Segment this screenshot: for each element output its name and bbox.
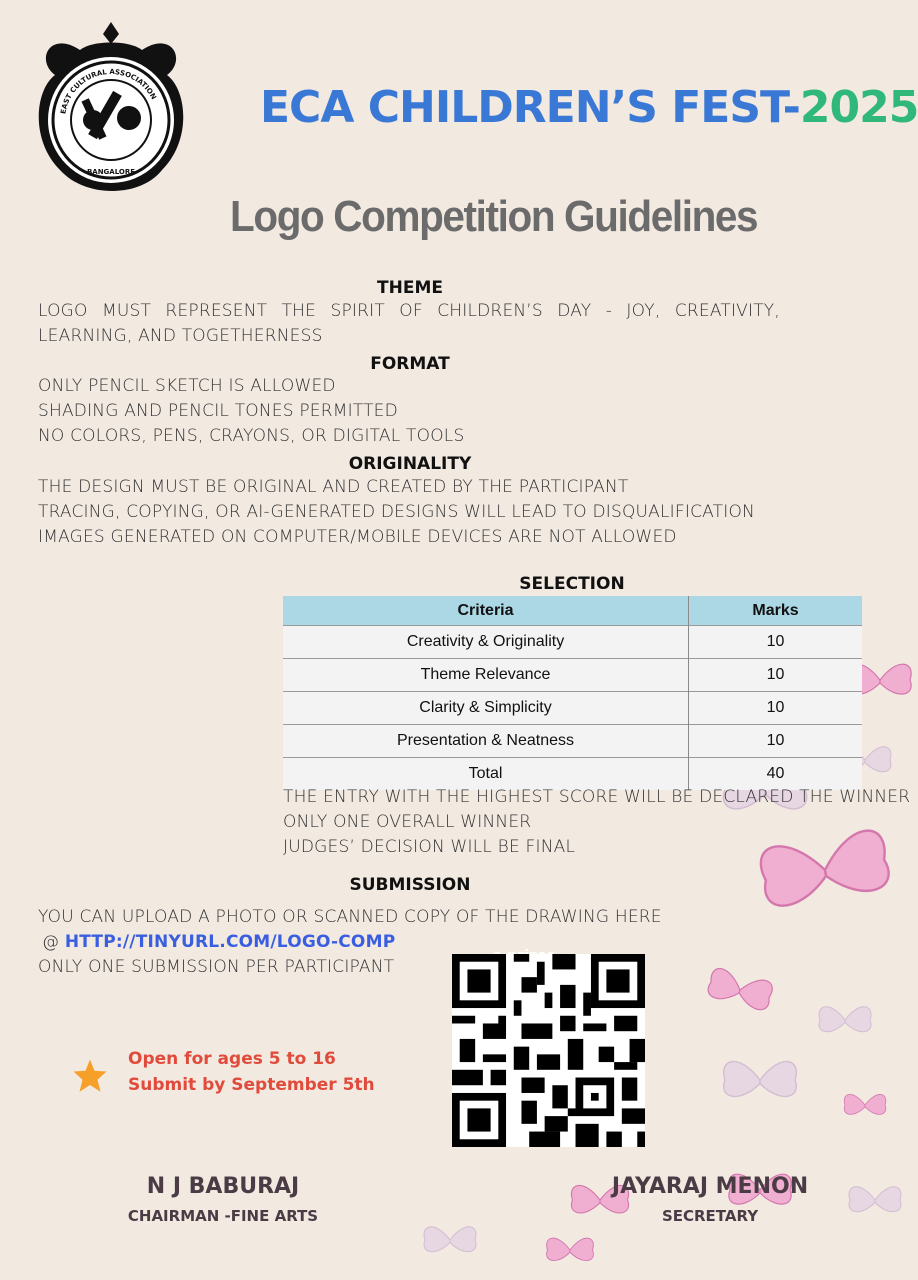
svg-text:EAST CULTURAL ASSOCIATION: EAST CULTURAL ASSOCIATION bbox=[59, 67, 158, 115]
selection-table bbox=[283, 596, 862, 790]
marks-column-header: Marks bbox=[689, 596, 863, 626]
eca-logo bbox=[30, 20, 192, 202]
theme-heading: THEME bbox=[377, 278, 443, 298]
table-row bbox=[283, 692, 862, 725]
signatory-name: JAYARAJ MENON bbox=[611, 1174, 809, 1199]
selection-heading: SELECTION bbox=[519, 574, 625, 594]
format-line: SHADING AND PENCIL TONES PERMITTED bbox=[38, 401, 398, 421]
theme-line: LOGO MUST REPRESENT THE SPIRIT OF CHILDREN’S DAY - JOY, CREATIVITY, bbox=[38, 301, 780, 321]
marks-cell: 10 bbox=[689, 659, 863, 692]
marks-cell: 10 bbox=[689, 725, 863, 758]
marks-cell: 10 bbox=[689, 626, 863, 659]
qr-code[interactable] bbox=[452, 954, 645, 1147]
deadline-info: Submit by September 5th bbox=[128, 1075, 375, 1095]
selection-note: JUDGES’ DECISION WILL BE FINAL bbox=[283, 837, 576, 857]
criteria-column-header: Criteria bbox=[283, 596, 689, 626]
age-info: Open for ages 5 to 16 bbox=[128, 1049, 336, 1069]
submission-heading: SUBMISSION bbox=[349, 875, 471, 895]
originality-line: IMAGES GENERATED ON COMPUTER/MOBILE DEVICES ARE NOT ALLOWED bbox=[38, 527, 677, 547]
submission-link-line bbox=[42, 932, 395, 952]
criteria-cell: Presentation & Neatness bbox=[283, 725, 689, 758]
format-line: ONLY PENCIL SKETCH IS ALLOWED bbox=[38, 376, 336, 396]
format-line: NO COLORS, PENS, CRAYONS, OR DIGITAL TOOLS bbox=[38, 426, 465, 446]
table-row bbox=[283, 725, 862, 758]
signatory-name: N J BABURAJ bbox=[146, 1174, 300, 1199]
star-icon bbox=[72, 1058, 108, 1094]
submission-line: ONLY ONE SUBMISSION PER PARTICIPANT bbox=[38, 957, 395, 977]
qr-icon bbox=[452, 954, 645, 1147]
criteria-cell: Theme Relevance bbox=[283, 659, 689, 692]
criteria-cell: Creativity & Originality bbox=[283, 626, 689, 659]
originality-heading: ORIGINALITY bbox=[348, 454, 472, 474]
svg-text:BANGALORE: BANGALORE bbox=[86, 168, 136, 176]
originality-line: THE DESIGN MUST BE ORIGINAL AND CREATED BY THE PARTICIPANT bbox=[38, 477, 629, 497]
format-heading: FORMAT bbox=[370, 354, 450, 374]
selection-note: THE ENTRY WITH THE HIGHEST SCORE WILL BE DECLARED THE WINNER bbox=[283, 787, 911, 807]
at-sign: @ bbox=[42, 932, 65, 952]
page-title: ECA CHILDREN’S FEST-2025 bbox=[260, 82, 918, 133]
criteria-cell: Total bbox=[283, 758, 689, 791]
emblem-icon bbox=[30, 20, 192, 202]
theme-line: LEARNING, AND TOGETHERNESS bbox=[38, 326, 323, 346]
signatory-role: CHAIRMAN -FINE ARTS bbox=[127, 1207, 319, 1225]
table-total-row bbox=[283, 758, 862, 791]
selection-note: ONLY ONE OVERALL WINNER bbox=[283, 812, 532, 832]
table-row bbox=[283, 659, 862, 692]
marks-cell: 40 bbox=[689, 758, 863, 791]
marks-cell: 10 bbox=[689, 692, 863, 725]
page-subtitle: Logo Competition Guidelines bbox=[230, 192, 758, 241]
submission-link[interactable]: HTTP://TINYURL.COM/LOGO-COMP bbox=[64, 932, 396, 952]
submission-line: YOU CAN UPLOAD A PHOTO OR SCANNED COPY OF THE DRAWING HERE bbox=[38, 907, 662, 927]
signatory-role: SECRETARY bbox=[661, 1207, 759, 1225]
table-row bbox=[283, 626, 862, 659]
criteria-cell: Clarity & Simplicity bbox=[283, 692, 689, 725]
originality-line: TRACING, COPYING, OR AI-GENERATED DESIGNS WILL LEAD TO DISQUALIFICATION bbox=[38, 502, 755, 522]
table-header-row bbox=[283, 596, 862, 626]
